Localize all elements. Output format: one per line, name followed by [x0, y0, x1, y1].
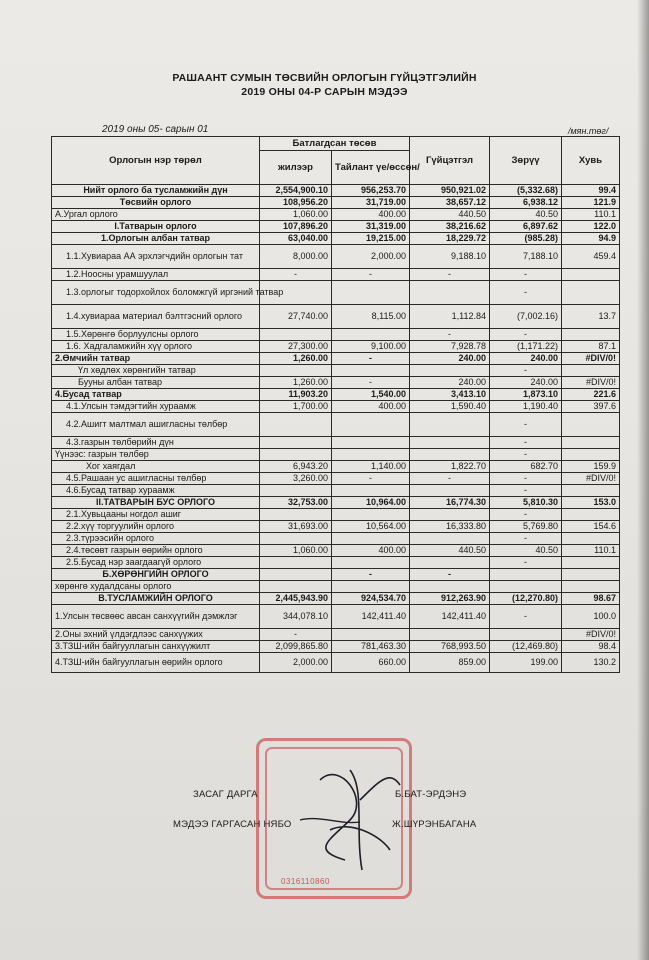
header-report-period: Тайлант үе/өссөн/	[332, 151, 410, 185]
row-annual: -	[260, 629, 332, 641]
row-diff: 240.00	[490, 377, 562, 389]
row-diff: -	[490, 281, 562, 305]
row-actual: 768,993.50	[410, 641, 490, 653]
row-annual: 1,260.00	[260, 377, 332, 389]
row-report: 1,540.00	[332, 389, 410, 401]
row-report	[332, 329, 410, 341]
row-percent	[562, 557, 620, 569]
row-diff: (5,332.68)	[490, 185, 562, 197]
row-report: 142,411.40	[332, 605, 410, 629]
row-name: Төсвийн орлого	[52, 197, 260, 209]
row-actual	[410, 509, 490, 521]
stamp-number: 0316110860	[281, 877, 330, 886]
row-name: 4.6.Бусад татвар хураамж	[52, 485, 260, 497]
row-annual	[260, 413, 332, 437]
row-diff: -	[490, 413, 562, 437]
header-percent: Хувь	[562, 137, 620, 185]
row-report: 400.00	[332, 545, 410, 557]
table-row	[52, 197, 620, 209]
row-actual: 912,263.90	[410, 593, 490, 605]
row-annual: 63,040.00	[260, 233, 332, 245]
row-diff: 40.50	[490, 545, 562, 557]
row-annual	[260, 365, 332, 377]
row-annual: 2,099,865.80	[260, 641, 332, 653]
row-diff: (985.28)	[490, 233, 562, 245]
row-name: 4.1.Улсын тэмдэгтийн хураамж	[52, 401, 260, 413]
table-row	[52, 353, 620, 365]
row-annual	[260, 509, 332, 521]
row-name: 2.Өмчийн татвар	[52, 353, 260, 365]
row-name: 4.2.Ашигт малтмал ашигласны төлбөр	[52, 413, 260, 437]
row-actual: 240.00	[410, 377, 490, 389]
table-row	[52, 593, 620, 605]
row-report: 660.00	[332, 653, 410, 673]
governor-name: Б.БАТ-ЭРДЭНЭ	[395, 789, 467, 800]
preparer-title: МЭДЭЭ ГАРГАСАН НЯБО	[173, 819, 292, 830]
row-actual: -	[410, 569, 490, 581]
row-percent: 99.4	[562, 185, 620, 197]
row-percent	[562, 329, 620, 341]
row-annual: 6,943.20	[260, 461, 332, 473]
row-report: 9,100.00	[332, 341, 410, 353]
row-annual: 1,260.00	[260, 353, 332, 365]
row-diff: -	[490, 605, 562, 629]
row-annual: 344,078.10	[260, 605, 332, 629]
row-percent	[562, 281, 620, 305]
row-diff: (7,002.16)	[490, 305, 562, 329]
row-diff: 40.50	[490, 209, 562, 221]
row-annual	[260, 569, 332, 581]
row-report: 19,215.00	[332, 233, 410, 245]
table-row	[52, 209, 620, 221]
table-row	[52, 389, 620, 401]
table-row	[52, 653, 620, 673]
row-diff: 6,897.62	[490, 221, 562, 233]
row-annual: 107,896.20	[260, 221, 332, 233]
row-report: 10,564.00	[332, 521, 410, 533]
row-name: 1.Орлогын албан татвар	[52, 233, 260, 245]
row-percent: 13.7	[562, 305, 620, 329]
table-row	[52, 185, 620, 197]
unit-label: /мян.төг/	[568, 126, 609, 136]
row-report: 31,719.00	[332, 197, 410, 209]
table-row	[52, 341, 620, 353]
row-name: 2.Оны эхний үлдэгдлээс санхүүжих	[52, 629, 260, 641]
table-row	[52, 485, 620, 497]
row-diff: 1,873.10	[490, 389, 562, 401]
table-row	[52, 521, 620, 533]
row-diff: -	[490, 365, 562, 377]
row-actual: 16,774.30	[410, 497, 490, 509]
row-name: 4.5.Рашаан ус ашигласны төлбөр	[52, 473, 260, 485]
row-name: А.Ургал орлого	[52, 209, 260, 221]
row-actual	[410, 413, 490, 437]
table-row	[52, 473, 620, 485]
row-annual: 11,903.20	[260, 389, 332, 401]
table-row	[52, 221, 620, 233]
table-row	[52, 461, 620, 473]
row-annual	[260, 437, 332, 449]
row-name: Үүнээс: газрын төлбөр	[52, 449, 260, 461]
row-percent	[562, 533, 620, 545]
row-percent: 159.9	[562, 461, 620, 473]
row-actual: 1,822.70	[410, 461, 490, 473]
row-percent: 459.4	[562, 245, 620, 269]
row-name: II.ТАТВАРЫН БУС ОРЛОГО	[52, 497, 260, 509]
row-report: -	[332, 473, 410, 485]
row-diff: -	[490, 509, 562, 521]
row-name: 1.2.Ноосны урамшуулал	[52, 269, 260, 281]
row-name: 4.3.газрын төлбөрийн дүн	[52, 437, 260, 449]
row-report: -	[332, 569, 410, 581]
row-percent	[562, 269, 620, 281]
table-row	[52, 497, 620, 509]
row-name: 2.1.Хувьцааны ногдол ашиг	[52, 509, 260, 521]
row-report	[332, 533, 410, 545]
report-title-line1: РАШААНТ СУМЫН ТӨСВИЙН ОРЛОГЫН ГҮЙЦЭТГЭЛИЙН	[172, 72, 477, 84]
row-percent: 87.1	[562, 341, 620, 353]
row-report	[332, 413, 410, 437]
row-percent: 98.4	[562, 641, 620, 653]
row-percent: #DIV/0!	[562, 473, 620, 485]
row-actual: 142,411.40	[410, 605, 490, 629]
header-diff: Зөрүү	[490, 137, 562, 185]
row-diff: 6,938.12	[490, 197, 562, 209]
header-name: Орлогын нэр төрөл	[52, 137, 260, 185]
table-row	[52, 245, 620, 269]
row-name: В.ТУСЛАМЖИЙН ОРЛОГО	[52, 593, 260, 605]
row-diff: (12,469.80)	[490, 641, 562, 653]
row-diff: -	[490, 533, 562, 545]
row-report	[332, 509, 410, 521]
row-annual: 3,260.00	[260, 473, 332, 485]
row-diff: 5,769.80	[490, 521, 562, 533]
row-percent: #DIV/0!	[562, 377, 620, 389]
header-actual: Гүйцэтгэл	[410, 137, 490, 185]
row-name: Нийт орлого ба тусламжийн дүн	[52, 185, 260, 197]
table-row	[52, 641, 620, 653]
row-actual: 440.50	[410, 545, 490, 557]
row-report: 956,253.70	[332, 185, 410, 197]
page-shadow	[637, 0, 649, 960]
row-actual: 38,216.62	[410, 221, 490, 233]
row-annual: 31,693.00	[260, 521, 332, 533]
row-name: 4.ТЗШ-ийн байгууллагын өөрийн орлого	[52, 653, 260, 673]
row-actual: 16,333.80	[410, 521, 490, 533]
row-name: 2.4.төсөвт газрын өөрийн орлого	[52, 545, 260, 557]
row-name: 3.ТЗШ-ийн байгууллагын санхүүжилт	[52, 641, 260, 653]
row-actual: 859.00	[410, 653, 490, 673]
table-row	[52, 329, 620, 341]
row-report	[332, 365, 410, 377]
row-percent: 130.2	[562, 653, 620, 673]
table-row	[52, 281, 620, 305]
table-row	[52, 269, 620, 281]
row-annual	[260, 485, 332, 497]
table-row	[52, 233, 620, 245]
row-actual	[410, 557, 490, 569]
row-annual: 32,753.00	[260, 497, 332, 509]
row-percent: 94.9	[562, 233, 620, 245]
row-report	[332, 485, 410, 497]
row-diff: -	[490, 485, 562, 497]
row-report: 31,319.00	[332, 221, 410, 233]
table-row	[52, 629, 620, 641]
table-row	[52, 533, 620, 545]
row-name: Хог хаягдал	[52, 461, 260, 473]
row-name: 1.Улсын төсвөөс авсан санхүүгийн дэмжлэг	[52, 605, 260, 629]
row-actual: 1,112.84	[410, 305, 490, 329]
row-percent	[562, 449, 620, 461]
row-annual	[260, 533, 332, 545]
table-row	[52, 545, 620, 557]
row-annual: -	[260, 269, 332, 281]
row-report: 8,115.00	[332, 305, 410, 329]
row-diff: (12,270.80)	[490, 593, 562, 605]
row-percent	[562, 413, 620, 437]
row-diff: -	[490, 449, 562, 461]
row-percent: 397.6	[562, 401, 620, 413]
row-report: 400.00	[332, 209, 410, 221]
row-diff: -	[490, 269, 562, 281]
row-annual: 1,060.00	[260, 545, 332, 557]
row-percent	[562, 569, 620, 581]
row-report: 2,000.00	[332, 245, 410, 269]
row-diff	[490, 581, 562, 593]
table-row	[52, 437, 620, 449]
table-row	[52, 413, 620, 437]
table-row	[52, 365, 620, 377]
row-report: -	[332, 269, 410, 281]
row-diff	[490, 629, 562, 641]
row-actual: 950,921.02	[410, 185, 490, 197]
row-percent: #DIV/0!	[562, 353, 620, 365]
row-report: 781,463.30	[332, 641, 410, 653]
row-report: 10,964.00	[332, 497, 410, 509]
row-report	[332, 449, 410, 461]
row-actual	[410, 281, 490, 305]
row-report	[332, 557, 410, 569]
row-report	[332, 581, 410, 593]
row-percent: 221.6	[562, 389, 620, 401]
row-percent	[562, 365, 620, 377]
row-diff: -	[490, 557, 562, 569]
table-row	[52, 509, 620, 521]
row-annual	[260, 449, 332, 461]
row-name: Үл хөдлөх хөрөнгийн татвар	[52, 365, 260, 377]
row-actual: 1,590.40	[410, 401, 490, 413]
row-annual: 1,060.00	[260, 209, 332, 221]
row-report: -	[332, 353, 410, 365]
row-actual: 440.50	[410, 209, 490, 221]
table-row	[52, 401, 620, 413]
row-diff	[490, 569, 562, 581]
row-name: 4.Бусад татвар	[52, 389, 260, 401]
row-percent	[562, 437, 620, 449]
row-annual	[260, 557, 332, 569]
row-name: 2.5.Бусад нэр заагдаагүй орлого	[52, 557, 260, 569]
row-actual	[410, 365, 490, 377]
row-diff: -	[490, 329, 562, 341]
row-report: 400.00	[332, 401, 410, 413]
row-annual	[260, 581, 332, 593]
row-actual: -	[410, 329, 490, 341]
row-actual: 3,413.10	[410, 389, 490, 401]
governor-title: ЗАСАГ ДАРГА	[193, 789, 258, 800]
table-row	[52, 557, 620, 569]
row-annual: 2,554,900.10	[260, 185, 332, 197]
row-report: 924,534.70	[332, 593, 410, 605]
row-diff: 5,810.30	[490, 497, 562, 509]
row-report	[332, 437, 410, 449]
row-diff: 240.00	[490, 353, 562, 365]
handwritten-signature	[290, 760, 410, 900]
row-percent: 98.67	[562, 593, 620, 605]
row-actual	[410, 629, 490, 641]
table-row	[52, 569, 620, 581]
row-actual	[410, 533, 490, 545]
row-percent: 100.0	[562, 605, 620, 629]
row-name: Б.ХӨРӨНГИЙН ОРЛОГО	[52, 569, 260, 581]
row-annual: 27,300.00	[260, 341, 332, 353]
row-actual	[410, 581, 490, 593]
table-row	[52, 581, 620, 593]
table-row	[52, 605, 620, 629]
row-actual: 7,928.78	[410, 341, 490, 353]
row-percent: #DIV/0!	[562, 629, 620, 641]
row-name: хөрөнгө худалдсаны орлого	[52, 581, 260, 593]
row-actual	[410, 437, 490, 449]
row-diff: (1,171.22)	[490, 341, 562, 353]
row-actual: -	[410, 269, 490, 281]
row-actual: 240.00	[410, 353, 490, 365]
row-diff: -	[490, 437, 562, 449]
row-name: I.Татварын орлого	[52, 221, 260, 233]
row-diff: -	[490, 473, 562, 485]
row-actual: 9,188.10	[410, 245, 490, 269]
row-name: 1.1.Хувиараа АА эрхлэгчдийн орлогын тат	[52, 245, 260, 269]
row-actual	[410, 449, 490, 461]
revenue-table	[51, 136, 620, 673]
row-name: Бууны албан татвар	[52, 377, 260, 389]
row-percent: 154.6	[562, 521, 620, 533]
row-percent: 110.1	[562, 545, 620, 557]
row-annual: 2,000.00	[260, 653, 332, 673]
row-report	[332, 629, 410, 641]
row-name: 2.2.хүү торгуулийн орлого	[52, 521, 260, 533]
header-approved: Батлагдсан төсөв	[260, 137, 410, 151]
row-percent: 122.0	[562, 221, 620, 233]
row-report	[332, 281, 410, 305]
report-title-line2: 2019 ОНЫ 04-Р САРЫН МЭДЭЭ	[241, 86, 408, 98]
row-actual: 18,229.72	[410, 233, 490, 245]
row-name: 1.5.Хөрөнгө борлуулсны орлого	[52, 329, 260, 341]
row-percent: 153.0	[562, 497, 620, 509]
row-actual: 38,657.12	[410, 197, 490, 209]
row-diff: 682.70	[490, 461, 562, 473]
report-date: 2019 оны 05- сарын 01	[102, 124, 209, 135]
preparer-name: Ж.ШҮРЭНБАГАНА	[392, 819, 477, 830]
row-diff: 7,188.10	[490, 245, 562, 269]
row-annual: 1,700.00	[260, 401, 332, 413]
table-row	[52, 305, 620, 329]
row-annual: 27,740.00	[260, 305, 332, 329]
table-row	[52, 377, 620, 389]
row-name: 1.6. Хадгаламжийн хүү орлого	[52, 341, 260, 353]
row-annual: 108,956.20	[260, 197, 332, 209]
row-percent	[562, 485, 620, 497]
row-diff: 199.00	[490, 653, 562, 673]
row-percent: 121.9	[562, 197, 620, 209]
header-annual: жилээр	[260, 151, 332, 185]
row-annual: 2,445,943.90	[260, 593, 332, 605]
row-report: 1,140.00	[332, 461, 410, 473]
row-report: -	[332, 377, 410, 389]
row-percent	[562, 509, 620, 521]
row-percent: 110.1	[562, 209, 620, 221]
row-annual	[260, 329, 332, 341]
table-row	[52, 449, 620, 461]
row-diff: 1,190.40	[490, 401, 562, 413]
row-name: 1.3.орлогыг тодорхойлох боломжгүй иргэний татвар	[52, 281, 260, 305]
row-name: 1.4.хувиараа материал бэлтгэсний орлого	[52, 305, 260, 329]
row-percent	[562, 581, 620, 593]
row-annual: 8,000.00	[260, 245, 332, 269]
row-actual	[410, 485, 490, 497]
row-actual: -	[410, 473, 490, 485]
row-name: 2.3.түрээсийн орлого	[52, 533, 260, 545]
